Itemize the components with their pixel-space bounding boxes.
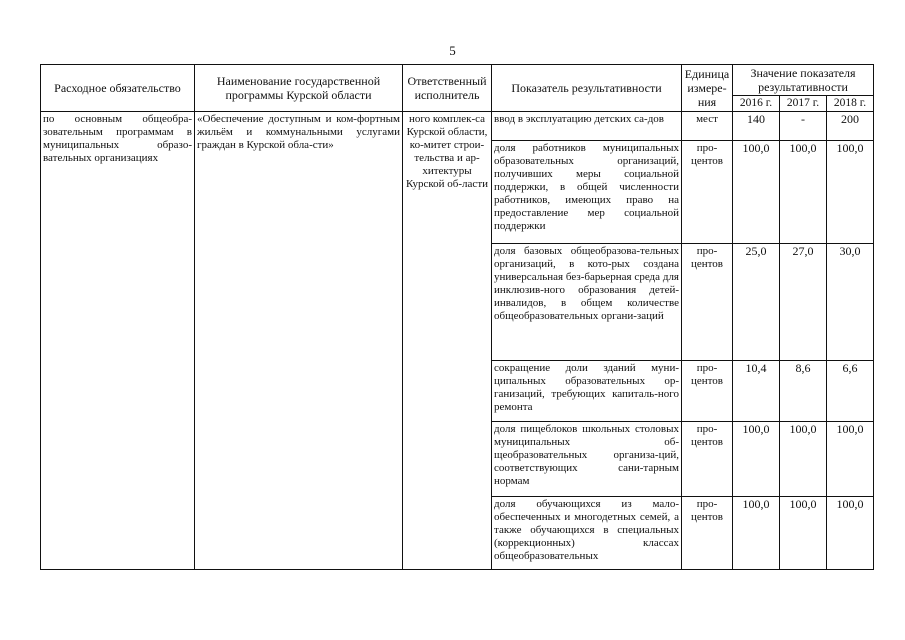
value-2016-cell: 100,0: [733, 141, 780, 244]
value-2017-cell: 100,0: [780, 141, 827, 244]
indicator-cell: доля работников муниципальных образовательных организаций, получивших меры социальной поддержки, в общей численности работников, имеющих право на предоставление мер социальной поддержки: [492, 141, 682, 244]
table-row: [41, 112, 874, 141]
header-year-2016: 2016 г.: [733, 96, 780, 112]
value-2016-cell: 100,0: [733, 497, 780, 570]
header-value-group: Значение показателя результативности: [733, 65, 874, 96]
unit-cell: про-центов: [682, 141, 733, 244]
indicator-cell: сокращение доли зданий муни-ципальных образовательных ор-ганизаций, требующих капиталь-ного ремонта: [492, 361, 682, 422]
value-2017-cell: 8,6: [780, 361, 827, 422]
value-2016-cell: 25,0: [733, 244, 780, 361]
value-2016-cell: 10,4: [733, 361, 780, 422]
header-year-2017: 2017 г.: [780, 96, 827, 112]
program-cell: «Обеспечение доступным и ком-фортным жильём и коммунальными услугами граждан в Курской обла-сти»: [195, 112, 403, 570]
header-executor: Ответственный исполнитель: [403, 65, 492, 112]
page-number: 5: [449, 43, 456, 58]
indicators-table: [40, 64, 874, 570]
value-2018-cell: 100,0: [827, 422, 874, 497]
unit-cell: про-центов: [682, 244, 733, 361]
value-2018-cell: 100,0: [827, 141, 874, 244]
header-row-1: [41, 65, 874, 96]
unit-cell: про-центов: [682, 497, 733, 570]
indicator-cell: доля пищеблоков школьных столовых муниципальных об-щеобразовательных организа-ций, соответствующих сани-тарным нормам: [492, 422, 682, 497]
header-year-2018: 2018 г.: [827, 96, 874, 112]
unit-cell: мест: [682, 112, 733, 141]
header-unit: Единица измере-ния: [682, 65, 733, 112]
value-2018-cell: 6,6: [827, 361, 874, 422]
value-2017-cell: 100,0: [780, 497, 827, 570]
header-obligation: Расходное обязательство: [41, 65, 195, 112]
indicator-cell: доля базовых общеобразова-тельных организаций, в кото-рых создана универсальная без-барьерная среда для инклюзив-ного образования детей-инвалидов, в общем количестве общеобразовательных органи-заций: [492, 244, 682, 361]
value-2017-cell: 27,0: [780, 244, 827, 361]
unit-cell: про-центов: [682, 361, 733, 422]
unit-cell: про-центов: [682, 422, 733, 497]
value-2018-cell: 30,0: [827, 244, 874, 361]
value-2018-cell: 100,0: [827, 497, 874, 570]
value-2017-cell: 100,0: [780, 422, 827, 497]
header-indicator: Показатель результативности: [492, 65, 682, 112]
indicator-cell: доля обучающихся из мало-обеспеченных и многодетных семей, а также обучающихся в специальных (коррекционных) классах общеобразовательных: [492, 497, 682, 570]
value-2018-cell: 200: [827, 112, 874, 141]
header-program: Наименование государственной программы Курской области: [195, 65, 403, 112]
obligation-cell: по основным общеобра-зовательным программам в муниципальных образо-вательных организациях: [41, 112, 195, 570]
value-2016-cell: 100,0: [733, 422, 780, 497]
value-2017-cell: -: [780, 112, 827, 141]
value-2016-cell: 140: [733, 112, 780, 141]
executor-cell: ного комплек-са Курской области, ко-митет строи-тельства и ар-хитектуры Курской об-ласти: [403, 112, 492, 570]
indicator-cell: ввод в эксплуатацию детских са-дов: [492, 112, 682, 141]
